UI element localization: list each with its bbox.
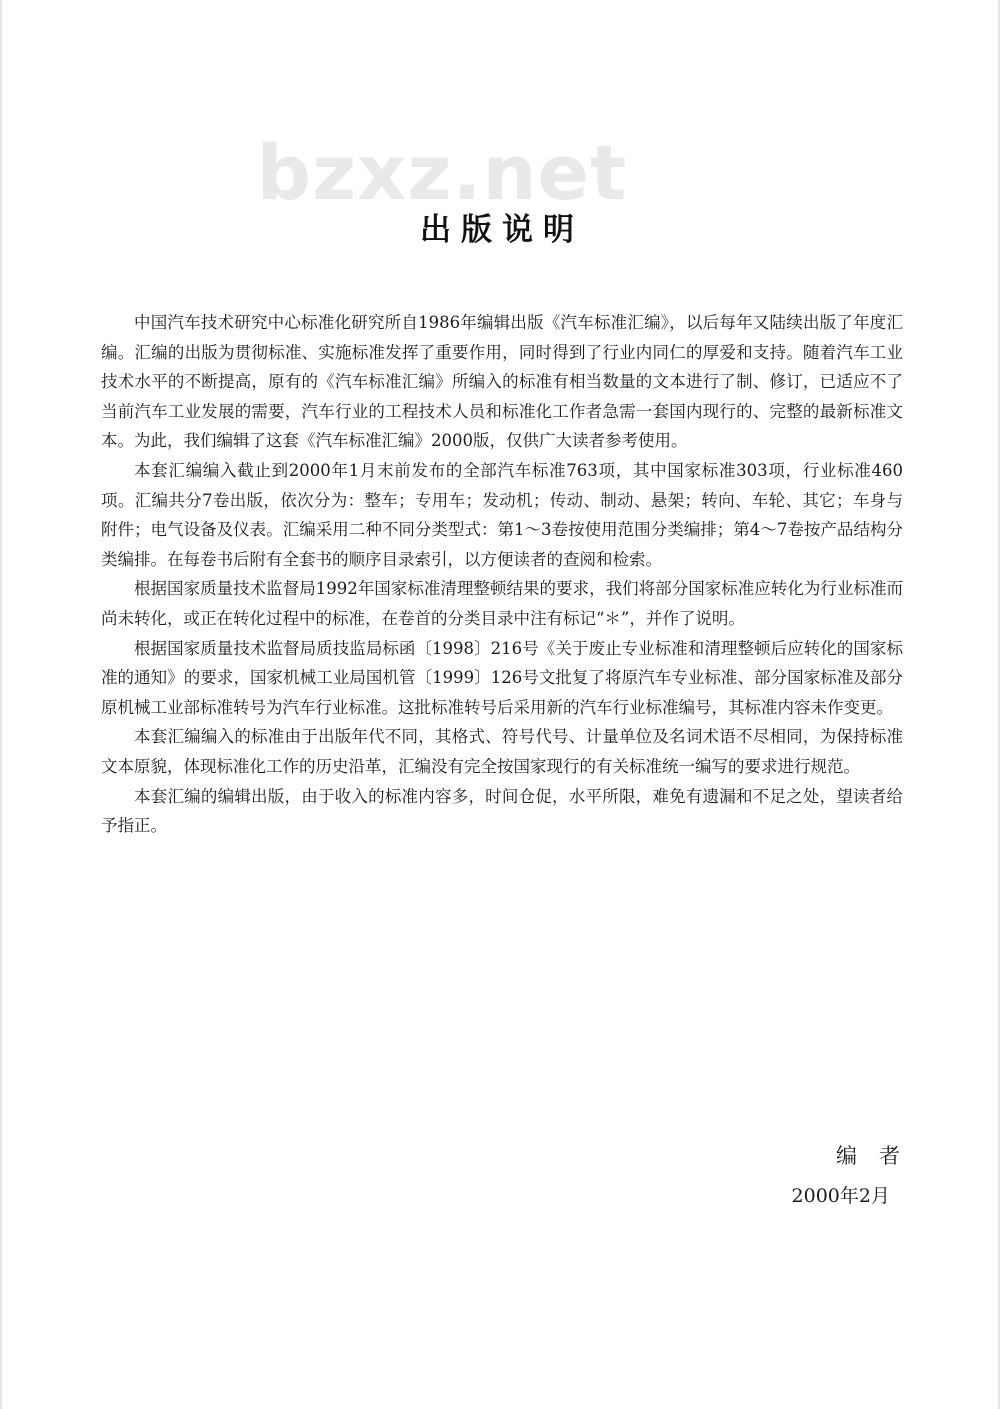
watermark: bzxz.net [256, 128, 628, 217]
paragraph: 本套汇编编入截止到2000年1月末前发布的全部汽车标准763项，其中国家标准303项，行业标准460项。汇编共分7卷出版，依次分为：整车；专用车；发动机；传动、制动、悬架；转向、车轮、其它；车身与附件；电气设备及仪表。汇编采用二种不同分类型式：第1～3卷按使用范围分类编排；第4～7卷按产品结构分类编排。在每卷书后附有全套书的顺序目录索引，以方便读者的查阅和检索。 [101, 460, 903, 569]
paragraph: 本套汇编的编辑出版，由于收入的标准内容多，时间仓促，水平所限，难免有遗漏和不足之处，望读者给予指正。 [101, 786, 903, 836]
paragraph: 本套汇编编入的标准由于出版年代不同，其格式、符号代号、计量单位及名词术语不尽相同，为保持标准文本原貌，体现标准化工作的历史沿革，汇编没有完全按国家现行的有关标准统一编写的要求进行规范。 [101, 727, 903, 776]
body-text [101, 308, 903, 841]
paragraph: 根据国家质量技术监督局1992年国家标准清理整顿结果的要求，我们将部分国家标准应转化为行业标准而尚未转化，或正在转化过程中的标准，在卷首的分类目录中注有标记“＊”，并作了说明。 [101, 579, 903, 628]
page-title: 出版说明 [420, 212, 584, 248]
editor-signature: 编者 [836, 1144, 922, 1168]
paragraph: 根据国家质量技术监督局质技监局标函〔1998〕216号《关于废止专业标准和清理整顿后应转化的国家标准的通知》的要求，国家机械工业局国机管〔1999〕126号文批复了将原汽车专业标准、部分国家标准及部分原机械工业部标准转号为汽车行业标准。这批标准转号后采用新的汽车行业标准编号，其标准内容未作变更。 [101, 638, 903, 717]
signature-date: 2000年2月 [791, 1185, 890, 1207]
paragraph: 中国汽车技术研究中心标准化研究所自1986年编辑出版《汽车标准汇编》，以后每年又陆续出版了年度汇编。汇编的出版为贯彻标准、实施标准发挥了重要作用，同时得到了行业内同仁的厚爱和支持。随着汽车工业技术水平的不断提高，原有的《汽车标准汇编》所编入的标准有相当数量的文本进行了制、修订，已适应不了当前汽车工业发展的需要，汽车行业的工程技术人员和标准化工作者急需一套国内现行的、完整的最新标准文本。为此，我们编辑了这套《汽车标准汇编》2000版，仅供广大读者参考使用。 [101, 313, 903, 451]
signature-block [702, 1140, 922, 1212]
